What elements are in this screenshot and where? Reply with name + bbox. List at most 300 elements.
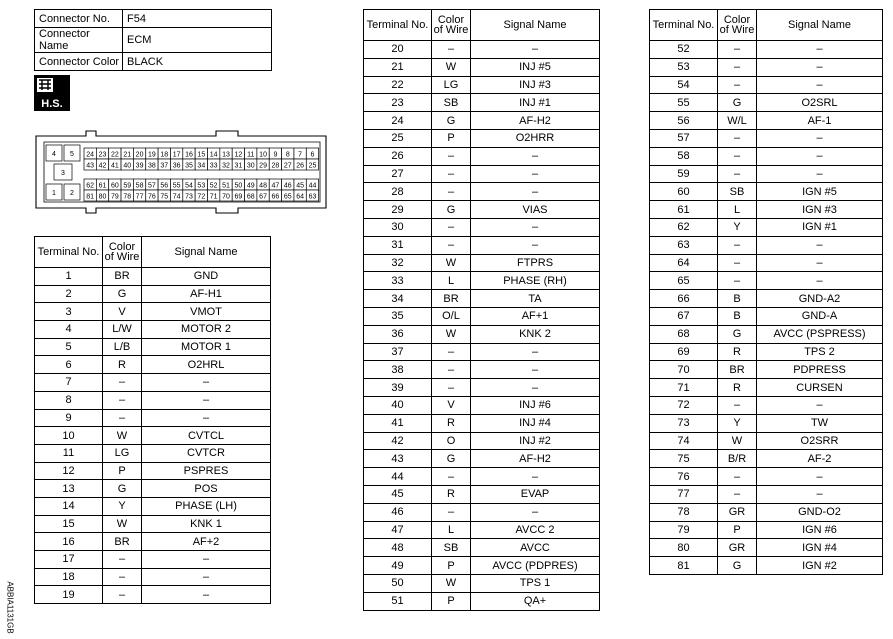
table-row xyxy=(650,521,883,539)
table-row xyxy=(650,165,883,183)
table-row xyxy=(364,183,600,201)
pin-number: 22 xyxy=(110,151,119,159)
signal-name-cell: O2SRL xyxy=(757,94,883,112)
terminal-no-cell: 23 xyxy=(364,94,432,112)
terminal-no-cell: 76 xyxy=(650,468,718,486)
table-row xyxy=(364,396,600,414)
signal-name-cell: – xyxy=(142,568,271,586)
terminal-no-cell: 60 xyxy=(650,183,718,201)
table-row xyxy=(364,521,600,539)
terminal-no-cell: 30 xyxy=(364,218,432,236)
terminal-no-cell: 55 xyxy=(650,94,718,112)
pin-number: 55 xyxy=(172,182,181,190)
signal-name-cell: – xyxy=(142,409,271,427)
signal-name-cell: – xyxy=(757,129,883,147)
hs-label: H.S. xyxy=(41,98,63,110)
signal-name-cell: AVCC (PSPRESS) xyxy=(757,325,883,343)
wire-color-cell: – xyxy=(432,503,471,521)
table-row xyxy=(650,468,883,486)
table-row xyxy=(35,551,271,569)
table-row xyxy=(364,379,600,397)
pin-number: 51 xyxy=(222,182,230,190)
terminal-header: Terminal No. xyxy=(35,237,103,268)
connector-color-value: BLACK xyxy=(123,53,272,71)
signal-name-cell: – xyxy=(757,254,883,272)
terminal-no-cell: 72 xyxy=(650,396,718,414)
wire-color-cell: L xyxy=(432,521,471,539)
terminal-no-cell: 6 xyxy=(35,356,103,374)
signal-name-cell: GND-A2 xyxy=(757,290,883,308)
wire-color-cell: G xyxy=(718,94,757,112)
connector-color-label: Connector Color xyxy=(35,53,123,71)
wire-color-cell: W xyxy=(103,515,142,533)
pin-number: 60 xyxy=(110,182,119,190)
terminal-no-cell: 50 xyxy=(364,574,432,592)
terminal-no-cell: 80 xyxy=(650,539,718,557)
table-row xyxy=(650,41,883,59)
pin-number: 8 xyxy=(285,151,290,159)
wire-color-cell: BR xyxy=(432,290,471,308)
wire-color-cell: – xyxy=(432,236,471,254)
pin-number: 25 xyxy=(308,162,317,170)
signal-name-cell: – xyxy=(142,391,271,409)
wire-color-cell: G xyxy=(432,201,471,219)
terminal-no-cell: 7 xyxy=(35,374,103,392)
terminal-no-cell: 46 xyxy=(364,503,432,521)
terminal-no-cell: 38 xyxy=(364,361,432,379)
wire-color-cell: W xyxy=(432,254,471,272)
pin-number: 46 xyxy=(283,182,292,190)
pin-number: 13 xyxy=(222,151,230,159)
terminal-table-1 xyxy=(34,236,271,604)
table-row xyxy=(650,58,883,76)
pin-number: 29 xyxy=(259,162,267,170)
table-row xyxy=(650,379,883,397)
terminal-no-cell: 57 xyxy=(650,129,718,147)
color-header: Color of Wire xyxy=(432,10,471,41)
terminal-no-cell: 43 xyxy=(364,450,432,468)
pin-number: 23 xyxy=(98,151,107,159)
terminal-no-cell: 42 xyxy=(364,432,432,450)
table-row xyxy=(364,236,600,254)
terminal-no-cell: 63 xyxy=(650,236,718,254)
pin-number: 34 xyxy=(197,162,206,170)
pin-number: 20 xyxy=(135,151,144,159)
table-row xyxy=(364,129,600,147)
table-row xyxy=(35,409,271,427)
terminal-no-cell: 25 xyxy=(364,129,432,147)
terminal-no-cell: 47 xyxy=(364,521,432,539)
pin-number: 6 xyxy=(310,151,315,159)
wire-color-cell: – xyxy=(718,485,757,503)
pin-number: 79 xyxy=(110,193,119,201)
table-row xyxy=(650,414,883,432)
terminal-no-cell: 61 xyxy=(650,201,718,219)
wire-color-cell: W/L xyxy=(718,112,757,130)
table-row xyxy=(35,462,271,480)
wire-color-cell: SB xyxy=(432,539,471,557)
signal-name-cell: INJ #4 xyxy=(471,414,600,432)
pin-number: 36 xyxy=(172,162,181,170)
pin-number: 43 xyxy=(86,162,95,170)
terminal-no-cell: 35 xyxy=(364,307,432,325)
terminal-no-cell: 62 xyxy=(650,218,718,236)
pin-number: 81 xyxy=(86,193,95,201)
terminal-no-cell: 28 xyxy=(364,183,432,201)
terminal-table-3 xyxy=(649,9,883,575)
wire-color-cell: – xyxy=(718,165,757,183)
terminal-no-cell: 1 xyxy=(35,268,103,286)
table-row xyxy=(650,218,883,236)
signal-name-cell: IGN #6 xyxy=(757,521,883,539)
terminal-no-cell: 58 xyxy=(650,147,718,165)
terminal-no-cell: 32 xyxy=(364,254,432,272)
pin-number: 28 xyxy=(271,162,280,170)
terminal-no-cell: 74 xyxy=(650,432,718,450)
signal-name-cell: CVTCL xyxy=(142,427,271,445)
wire-color-cell: – xyxy=(103,568,142,586)
signal-header: Signal Name xyxy=(142,237,271,268)
wire-color-cell: LG xyxy=(103,444,142,462)
wire-color-cell: Y xyxy=(103,497,142,515)
terminal-no-cell: 69 xyxy=(650,343,718,361)
wire-color-cell: – xyxy=(103,551,142,569)
terminal-header: Terminal No. xyxy=(650,10,718,41)
signal-name-cell: PHASE (LH) xyxy=(142,497,271,515)
signal-name-cell: – xyxy=(471,361,600,379)
signal-name-cell: – xyxy=(471,379,600,397)
table-row xyxy=(35,391,271,409)
pin-number: 70 xyxy=(222,193,230,201)
signal-name-cell: IGN #1 xyxy=(757,218,883,236)
pin-number: 59 xyxy=(123,182,132,190)
color-header: Color of Wire xyxy=(103,237,142,268)
table-row xyxy=(35,427,271,445)
table-row xyxy=(35,374,271,392)
table-row xyxy=(650,432,883,450)
signal-name-cell: VMOT xyxy=(142,303,271,321)
signal-name-cell: TA xyxy=(471,290,600,308)
terminal-no-cell: 9 xyxy=(35,409,103,427)
pin-number: 73 xyxy=(185,193,193,201)
terminal-no-cell: 78 xyxy=(650,503,718,521)
terminal-no-cell: 40 xyxy=(364,396,432,414)
table-row xyxy=(35,303,271,321)
signal-name-cell: – xyxy=(757,41,883,59)
terminal-table-2 xyxy=(363,9,600,611)
hs-icon xyxy=(34,75,70,111)
table-row xyxy=(650,236,883,254)
table-row xyxy=(650,129,883,147)
signal-name-cell: – xyxy=(757,272,883,290)
wire-color-cell: G xyxy=(103,480,142,498)
signal-name-cell: AVCC (PDPRES) xyxy=(471,557,600,575)
terminal-no-cell: 54 xyxy=(650,76,718,94)
terminal-no-cell: 67 xyxy=(650,307,718,325)
signal-name-cell: – xyxy=(471,147,600,165)
signal-name-cell: – xyxy=(471,468,600,486)
wire-color-cell: G xyxy=(432,112,471,130)
terminal-no-cell: 17 xyxy=(35,551,103,569)
wire-color-cell: GR xyxy=(718,539,757,557)
wire-color-cell: W xyxy=(103,427,142,445)
pin-number: 71 xyxy=(209,193,218,201)
pin-number: 64 xyxy=(296,193,305,201)
table-row xyxy=(35,268,271,286)
signal-name-cell: TW xyxy=(757,414,883,432)
wire-color-cell: O/L xyxy=(432,307,471,325)
wire-color-cell: G xyxy=(718,557,757,575)
table-row xyxy=(35,515,271,533)
terminal-no-cell: 31 xyxy=(364,236,432,254)
signal-name-cell: TPS 2 xyxy=(757,343,883,361)
signal-name-cell: INJ #2 xyxy=(471,432,600,450)
terminal-no-cell: 41 xyxy=(364,414,432,432)
wire-color-cell: – xyxy=(718,58,757,76)
wire-color-cell: W xyxy=(432,325,471,343)
color-header: Color of Wire xyxy=(718,10,757,41)
wire-color-cell: Y xyxy=(718,218,757,236)
pin-number: 40 xyxy=(123,162,132,170)
signal-name-cell: – xyxy=(757,396,883,414)
table-row xyxy=(35,356,271,374)
pin-number: 21 xyxy=(123,151,132,159)
pin-number: 52 xyxy=(209,182,218,190)
terminal-header: Terminal No. xyxy=(364,10,432,41)
terminal-no-cell: 29 xyxy=(364,201,432,219)
connector-name-label: Connector Name xyxy=(35,28,123,53)
wire-color-cell: – xyxy=(432,468,471,486)
wire-color-cell: P xyxy=(103,462,142,480)
terminal-no-cell: 34 xyxy=(364,290,432,308)
table-row xyxy=(35,321,271,339)
table-row xyxy=(35,285,271,303)
signal-name-cell: – xyxy=(757,76,883,94)
signal-name-cell: – xyxy=(471,236,600,254)
table-row xyxy=(364,450,600,468)
table-row xyxy=(650,503,883,521)
pin-number: 47 xyxy=(271,182,280,190)
signal-name-cell: – xyxy=(757,468,883,486)
wire-color-cell: – xyxy=(432,218,471,236)
signal-name-cell: EVAP xyxy=(471,485,600,503)
pin-number: 80 xyxy=(98,193,107,201)
signal-name-cell: – xyxy=(471,503,600,521)
signal-name-cell: MOTOR 2 xyxy=(142,321,271,339)
pin-number: 7 xyxy=(298,151,303,159)
table-row xyxy=(35,586,271,604)
wire-color-cell: – xyxy=(432,41,471,59)
table-row xyxy=(650,76,883,94)
wire-color-cell: R xyxy=(718,379,757,397)
pin-number: 9 xyxy=(273,151,278,159)
wire-color-cell: GR xyxy=(718,503,757,521)
terminal-no-cell: 66 xyxy=(650,290,718,308)
wire-color-cell: B xyxy=(718,290,757,308)
signal-name-cell: AF-H2 xyxy=(471,450,600,468)
pin-number: 18 xyxy=(160,151,169,159)
signal-name-cell: – xyxy=(471,218,600,236)
wire-color-cell: – xyxy=(432,343,471,361)
signal-name-cell: INJ #5 xyxy=(471,58,600,76)
wire-color-cell: R xyxy=(103,356,142,374)
wire-color-cell: – xyxy=(432,379,471,397)
signal-name-cell: AF-2 xyxy=(757,450,883,468)
pin-number: 45 xyxy=(296,182,305,190)
connector-info-table xyxy=(34,9,272,71)
wire-color-cell: LG xyxy=(432,76,471,94)
terminal-no-cell: 18 xyxy=(35,568,103,586)
terminal-no-cell: 5 xyxy=(35,338,103,356)
signal-name-cell: KNK 2 xyxy=(471,325,600,343)
wire-color-cell: – xyxy=(718,468,757,486)
table-row xyxy=(364,503,600,521)
terminal-no-cell: 37 xyxy=(364,343,432,361)
terminal-no-cell: 44 xyxy=(364,468,432,486)
wire-color-cell: P xyxy=(718,521,757,539)
terminal-no-cell: 73 xyxy=(650,414,718,432)
wire-color-cell: V xyxy=(432,396,471,414)
pin-number: 11 xyxy=(247,151,255,159)
pin-number: 54 xyxy=(185,182,193,190)
pin-number: 49 xyxy=(246,182,255,190)
table-row xyxy=(650,450,883,468)
pin-number: 72 xyxy=(197,193,206,201)
table-row xyxy=(364,485,600,503)
wire-color-cell: V xyxy=(103,303,142,321)
signal-name-cell: – xyxy=(757,165,883,183)
wire-color-cell: – xyxy=(103,586,142,604)
signal-name-cell: AF-1 xyxy=(757,112,883,130)
terminal-no-cell: 79 xyxy=(650,521,718,539)
pin-number: 66 xyxy=(271,193,280,201)
terminal-no-cell: 77 xyxy=(650,485,718,503)
signal-name-cell: GND xyxy=(142,268,271,286)
terminal-no-cell: 14 xyxy=(35,497,103,515)
terminal-no-cell: 22 xyxy=(364,76,432,94)
pin-number: 65 xyxy=(283,193,292,201)
terminal-no-cell: 3 xyxy=(35,303,103,321)
signal-name-cell: CVTCR xyxy=(142,444,271,462)
table-row xyxy=(364,254,600,272)
terminal-no-cell: 4 xyxy=(35,321,103,339)
pin-number: 3 xyxy=(61,170,65,177)
wire-color-cell: P xyxy=(432,557,471,575)
table-row xyxy=(650,183,883,201)
wire-color-cell: P xyxy=(432,592,471,610)
signal-name-cell: O2HRL xyxy=(142,356,271,374)
table-row xyxy=(364,343,600,361)
pin-number: 41 xyxy=(110,162,119,170)
signal-name-cell: – xyxy=(471,183,600,201)
terminal-no-cell: 65 xyxy=(650,272,718,290)
terminal-no-cell: 68 xyxy=(650,325,718,343)
signal-name-cell: – xyxy=(757,58,883,76)
table-row xyxy=(650,325,883,343)
terminal-no-cell: 8 xyxy=(35,391,103,409)
pin-number: 37 xyxy=(160,162,169,170)
wire-color-cell: L xyxy=(432,272,471,290)
signal-name-cell: VIAS xyxy=(471,201,600,219)
signal-name-cell: AVCC 2 xyxy=(471,521,600,539)
terminal-no-cell: 75 xyxy=(650,450,718,468)
terminal-no-cell: 27 xyxy=(364,165,432,183)
terminal-no-cell: 19 xyxy=(35,586,103,604)
wire-color-cell: – xyxy=(718,41,757,59)
connector-color-row xyxy=(35,53,272,71)
wire-color-cell: BR xyxy=(718,361,757,379)
wire-color-cell: P xyxy=(432,129,471,147)
table-row xyxy=(650,112,883,130)
pin-number: 38 xyxy=(148,162,156,170)
wire-color-cell: G xyxy=(432,450,471,468)
table-row xyxy=(364,147,600,165)
wire-color-cell: W xyxy=(432,58,471,76)
table-row xyxy=(364,41,600,59)
signal-name-cell: – xyxy=(142,586,271,604)
table-row xyxy=(650,539,883,557)
connector-no-row xyxy=(35,10,272,28)
terminal-no-cell: 36 xyxy=(364,325,432,343)
wire-color-cell: R xyxy=(432,414,471,432)
table-row xyxy=(364,557,600,575)
table-row xyxy=(364,592,600,610)
table-row xyxy=(364,432,600,450)
signal-name-cell: – xyxy=(142,551,271,569)
signal-name-cell: IGN #2 xyxy=(757,557,883,575)
signal-name-cell: – xyxy=(757,147,883,165)
table-row xyxy=(650,557,883,575)
wire-color-cell: – xyxy=(718,76,757,94)
terminal-no-cell: 24 xyxy=(364,112,432,130)
wire-color-cell: R xyxy=(718,343,757,361)
table-row xyxy=(364,307,600,325)
table-row xyxy=(650,307,883,325)
table-row xyxy=(650,396,883,414)
wire-color-cell: B xyxy=(718,307,757,325)
terminal-no-cell: 10 xyxy=(35,427,103,445)
table-row xyxy=(364,539,600,557)
wire-color-cell: – xyxy=(432,361,471,379)
signal-name-cell: PDPRESS xyxy=(757,361,883,379)
wire-color-cell: – xyxy=(103,391,142,409)
table-row xyxy=(35,480,271,498)
signal-name-cell: – xyxy=(471,343,600,361)
signal-name-cell: CURSEN xyxy=(757,379,883,397)
signal-name-cell: – xyxy=(471,165,600,183)
table-row xyxy=(35,497,271,515)
pin-number: 32 xyxy=(222,162,230,170)
pin-number: 78 xyxy=(123,193,132,201)
terminal-no-cell: 81 xyxy=(650,557,718,575)
table-row xyxy=(650,290,883,308)
wire-color-cell: L/B xyxy=(103,338,142,356)
table-row xyxy=(364,272,600,290)
wire-color-cell: R xyxy=(432,485,471,503)
wire-color-cell: B/R xyxy=(718,450,757,468)
table-row xyxy=(650,343,883,361)
pin-number: 19 xyxy=(148,151,156,159)
pin-number: 16 xyxy=(185,151,193,159)
signal-name-cell: IGN #5 xyxy=(757,183,883,201)
table-row xyxy=(364,218,600,236)
pin-number: 31 xyxy=(234,162,243,170)
wire-color-cell: SB xyxy=(718,183,757,201)
pin-number: 35 xyxy=(185,162,193,170)
table-row xyxy=(364,76,600,94)
signal-name-cell: IGN #3 xyxy=(757,201,883,219)
table-row xyxy=(650,201,883,219)
